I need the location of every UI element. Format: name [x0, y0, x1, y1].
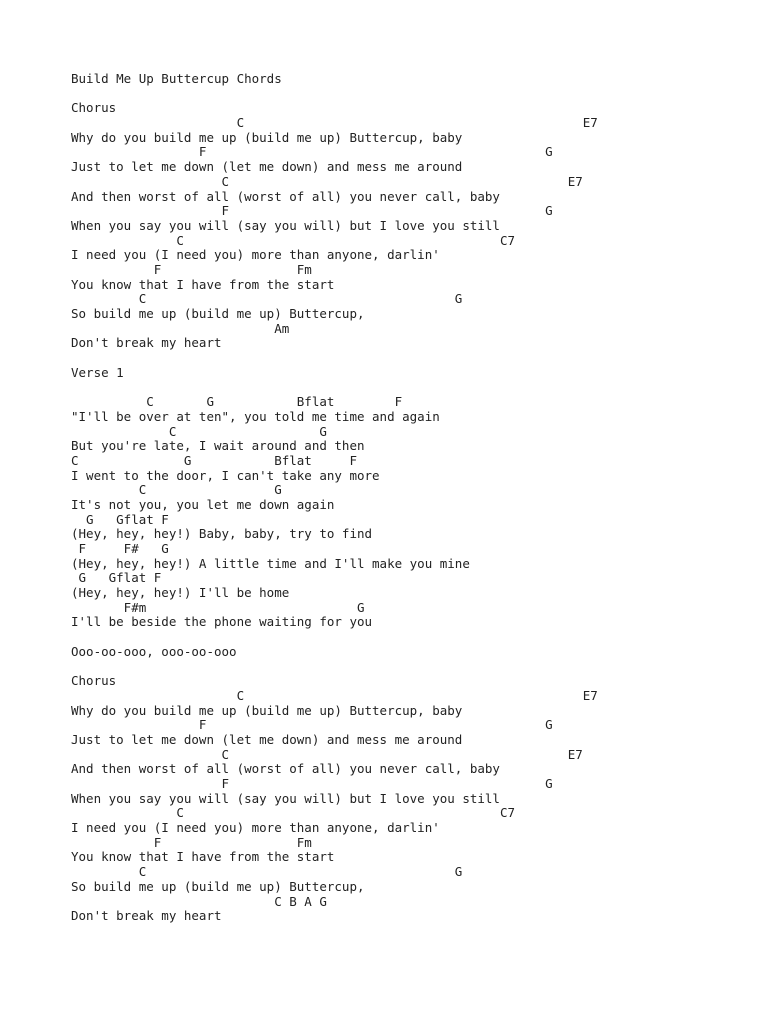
sheet-line: F#m G: [71, 599, 365, 615]
sheet-line: So build me up (build me up) Buttercup,: [71, 878, 365, 894]
sheet-line: Don't break my heart: [71, 908, 222, 924]
sheet-line: [71, 630, 751, 645]
sheet-line: C G Bflat F: [71, 452, 357, 468]
sheet-line: I need you (I need you) more than anyone, darlin': [71, 820, 440, 836]
sheet-line: And then worst of all (worst of all) you never call, baby: [71, 188, 500, 204]
sheet-line: But you're late, I wait around and then: [71, 438, 365, 454]
sheet-line: (Hey, hey, hey!) A little time and I'll make you mine: [71, 555, 470, 571]
sheet-line: It's not you, you let me down again: [71, 496, 335, 512]
sheet-line: I'll be beside the phone waiting for you: [71, 614, 373, 630]
sheet-line: F G: [71, 203, 553, 219]
page-title: Build Me Up Buttercup Chords: [71, 71, 282, 86]
sheet-line: Just to let me down (let me down) and mess me around: [71, 731, 463, 747]
sheet-line: C G: [71, 291, 463, 307]
sheet-line: (Hey, hey, hey!) Baby, baby, try to find: [71, 526, 373, 542]
sheet-line: (Hey, hey, hey!) I'll be home: [71, 585, 290, 601]
sheet-line: Ooo-oo-ooo, ooo-oo-ooo: [71, 643, 237, 659]
sheet-line: C B A G: [71, 893, 327, 909]
sheet-line: C C7: [71, 232, 516, 248]
sheet-line: You know that I have from the start: [71, 849, 335, 865]
sheet-line: Don't break my heart: [71, 335, 222, 351]
sheet-line: I need you (I need you) more than anyone, darlin': [71, 247, 440, 263]
sheet-line: C E7: [71, 115, 598, 131]
sheet-line: And then worst of all (worst of all) you never call, baby: [71, 761, 500, 777]
sheet-line: Verse 1: [71, 364, 124, 380]
sheet-line: C G: [71, 423, 327, 439]
chord-sheet: [71, 72, 751, 924]
sheet-line: Why do you build me up (build me up) Buttercup, baby: [71, 129, 463, 145]
sheet-line: When you say you will (say you will) but I love you still: [71, 217, 500, 233]
sheet-line: F F# G: [71, 541, 169, 556]
sheet-line: C G: [71, 482, 282, 498]
sheet-line: C G: [71, 864, 463, 880]
sheet-line: F G: [71, 776, 553, 791]
sheet-line: Chorus: [71, 100, 117, 116]
sheet-line: You know that I have from the start: [71, 276, 335, 292]
sheet-line: When you say you will (say you will) but I love you still: [71, 790, 500, 806]
sheet-line: Chorus: [71, 673, 117, 689]
sheet-line: So build me up (build me up) Buttercup,: [71, 306, 365, 321]
sheet-line: [71, 660, 751, 675]
sheet-line: C C7: [71, 805, 516, 821]
sheet-line: F Fm: [71, 261, 312, 277]
sheet-line: C E7: [71, 687, 598, 703]
sheet-line: Just to let me down (let me down) and mess me around: [71, 159, 463, 175]
sheet-line: Am: [71, 320, 290, 336]
sheet-line: C E7: [71, 173, 583, 189]
sheet-line: G Gflat F: [71, 570, 162, 586]
sheet-line: C E7: [71, 746, 583, 762]
sheet-line: F Fm: [71, 834, 312, 850]
sheet-line: I went to the door, I can't take any more: [71, 467, 380, 483]
sheet-line: "I'll be over at ten", you told me time and again: [71, 408, 440, 424]
sheet-line: G Gflat F: [71, 511, 169, 527]
sheet-line: [71, 351, 751, 366]
sheet-line: Why do you build me up (build me up) Buttercup, baby: [71, 702, 463, 718]
sheet-line: [71, 380, 751, 395]
sheet-line: F G: [71, 717, 553, 733]
sheet-line: F G: [71, 144, 553, 160]
sheet-line: [71, 87, 751, 102]
sheet-line: C G Bflat F: [71, 394, 403, 410]
